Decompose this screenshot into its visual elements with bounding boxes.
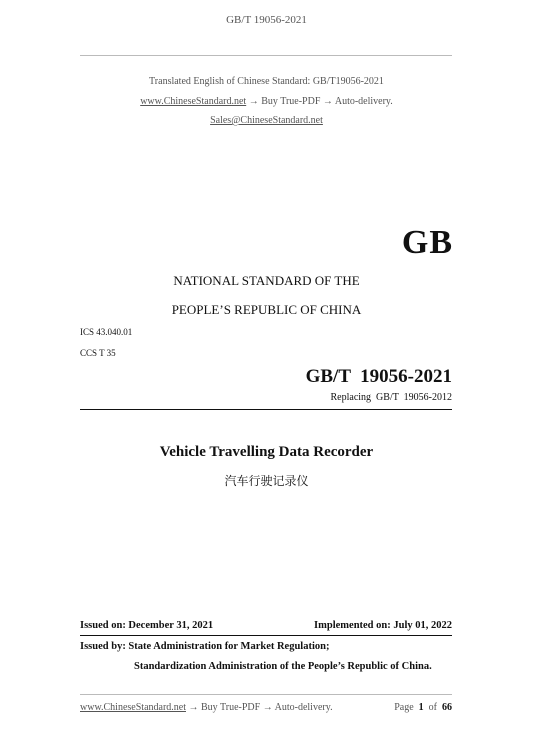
number-divider xyxy=(80,409,452,410)
header-divider xyxy=(80,55,452,56)
page-total: 66 xyxy=(442,702,452,713)
standard-number: GB/T 19056-2021 xyxy=(305,366,452,387)
site-link[interactable]: www.ChineseStandard.net xyxy=(140,96,247,107)
dates-divider xyxy=(80,635,452,636)
buy-line xyxy=(0,96,533,107)
title-english: Vehicle Travelling Data Recorder xyxy=(159,444,374,460)
email-link[interactable]: Sales@ChineseStandard.net xyxy=(210,115,323,126)
ccs-code: CCS T 35 xyxy=(80,348,116,358)
page-indicator xyxy=(394,702,452,713)
page-of: of xyxy=(428,702,437,713)
buy-text: → Buy True-PDF → Auto-delivery. xyxy=(246,96,393,107)
ics-code: ICS 43.040.01 xyxy=(80,327,133,337)
page-current: 1 xyxy=(418,702,424,713)
translation-note: Translated English of Chinese Standard: GB/T19056-2021 xyxy=(149,76,384,87)
title-chinese: 汽车行驶记录仪 xyxy=(224,474,309,488)
national-standard-line2: PEOPLE’S REPUBLIC OF CHINA xyxy=(171,302,362,317)
footer-site-link[interactable]: www.ChineseStandard.net xyxy=(80,702,186,713)
issued-on: Issued on: December 31, 2021 xyxy=(80,620,214,631)
footer-buy-text: → Buy True-PDF → Auto-delivery. xyxy=(186,702,333,713)
implemented-on: Implemented on: July 01, 2022 xyxy=(314,620,452,631)
footer-divider xyxy=(80,694,452,695)
running-header: GB/T 19056-2021 xyxy=(226,14,307,26)
issued-by-second: Standardization Administration of the People’s Republic of China. xyxy=(134,661,432,672)
footer-buy-line xyxy=(80,702,333,713)
page-label: Page xyxy=(394,702,414,713)
issued-by: Issued by: State Administration for Market Regulation; xyxy=(80,641,330,652)
gb-logo: GB xyxy=(401,224,453,261)
national-standard-line1: NATIONAL STANDARD OF THE xyxy=(173,273,360,288)
email-line xyxy=(0,115,533,126)
replacing-standard: Replacing GB/T 19056-2012 xyxy=(330,392,452,403)
